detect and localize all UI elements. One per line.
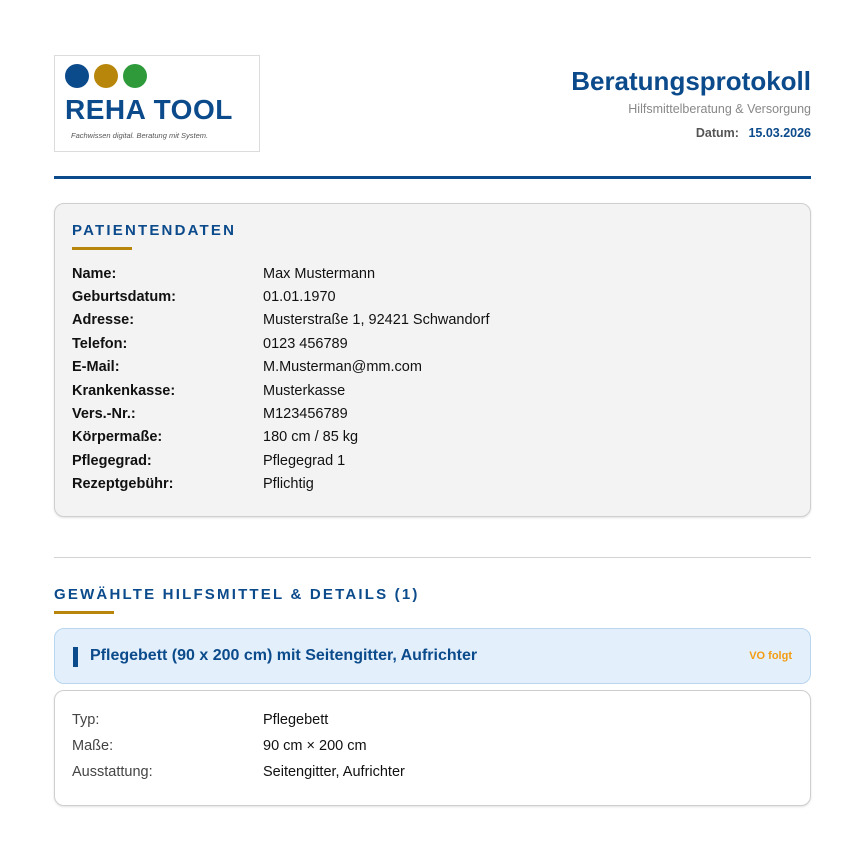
- field-value: M.Musterman@mm.com: [263, 359, 422, 376]
- field-value: M123456789: [263, 406, 348, 423]
- field-label: E-Mail:: [72, 359, 120, 376]
- patient-row-care-level: [72, 449, 793, 472]
- section-underline: [54, 611, 114, 614]
- document-header: [54, 55, 811, 179]
- field-value: 01.01.1970: [263, 289, 336, 306]
- detail-label: Ausstattung:: [72, 763, 153, 780]
- patient-row-phone: [72, 332, 793, 355]
- document-title: Beratungsprotokoll: [571, 66, 811, 96]
- patient-row-email: [72, 356, 793, 379]
- field-label: Krankenkasse:: [72, 382, 176, 399]
- logo-dots: [65, 64, 147, 88]
- patient-row-prescription-fee: [72, 473, 793, 496]
- aid-item-title: Pflegebett (90 x 200 cm) mit Seitengitter, Aufrichter: [90, 646, 478, 664]
- field-label: Adresse:: [72, 312, 135, 329]
- header-divider: [54, 176, 811, 179]
- field-value: Pflichtig: [263, 476, 314, 493]
- aid-item-details: [54, 690, 811, 806]
- field-value: 180 cm / 85 kg: [263, 429, 359, 446]
- patient-row-body-measurements: [72, 426, 793, 449]
- detail-label: Maße:: [72, 737, 114, 754]
- detail-row-dimensions: [72, 733, 793, 759]
- aids-section-title: GEWÄHLTE HILFSMITTEL & DETAILS (1): [54, 585, 420, 603]
- document-date: [571, 126, 811, 140]
- logo: [54, 55, 260, 152]
- accent-bar-icon: [73, 647, 78, 667]
- logo-tagline: Fachwissen digital. Beratung mit System.: [71, 131, 209, 140]
- aids-section: [54, 586, 811, 806]
- detail-value: Seitengitter, Aufrichter: [263, 763, 405, 780]
- field-label: Rezeptgebühr:: [72, 476, 174, 493]
- date-label: Datum:: [695, 126, 739, 140]
- date-value: 15.03.2026: [748, 126, 811, 140]
- section-divider: [54, 557, 811, 558]
- field-label: Vers.-Nr.:: [72, 406, 136, 423]
- patient-rows: [72, 262, 793, 496]
- title-block: [571, 65, 811, 140]
- logo-dot-green-icon: [123, 64, 147, 88]
- patient-row-birthdate: [72, 285, 793, 308]
- field-label: Name:: [72, 265, 117, 282]
- detail-value: 90 cm × 200 cm: [263, 737, 367, 754]
- status-badge: VO folgt: [749, 649, 792, 662]
- document-page: [54, 55, 811, 806]
- detail-value: Pflegebett: [263, 711, 329, 728]
- field-value: Musterkasse: [263, 382, 346, 399]
- document-subtitle: Hilfsmittelberatung & Versorgung: [628, 102, 811, 116]
- field-label: Körpermaße:: [72, 429, 163, 446]
- logo-dot-gold-icon: [94, 64, 118, 88]
- field-value: Pflegegrad 1: [263, 452, 346, 469]
- field-label: Telefon:: [72, 335, 128, 352]
- section-underline: [72, 247, 132, 250]
- detail-label: Typ:: [72, 711, 100, 728]
- logo-dot-blue-icon: [65, 64, 89, 88]
- patient-row-insurance: [72, 379, 793, 402]
- logo-title: REHA TOOL: [65, 94, 233, 125]
- patient-row-name: [72, 262, 793, 285]
- patient-card: [54, 203, 811, 517]
- field-label: Geburtsdatum:: [72, 289, 176, 306]
- field-value: Musterstraße 1, 92421 Schwandorf: [263, 312, 490, 329]
- field-value: 0123 456789: [263, 335, 348, 352]
- patient-row-insurance-number: [72, 402, 793, 425]
- detail-row-type: [72, 707, 793, 733]
- detail-row-equipment: [72, 759, 793, 785]
- patient-row-address: [72, 309, 793, 332]
- aid-item-header: [54, 628, 811, 684]
- field-value: Max Mustermann: [263, 265, 376, 282]
- patient-section-title: PATIENTENDATEN: [72, 222, 237, 239]
- field-label: Pflegegrad:: [72, 452, 152, 469]
